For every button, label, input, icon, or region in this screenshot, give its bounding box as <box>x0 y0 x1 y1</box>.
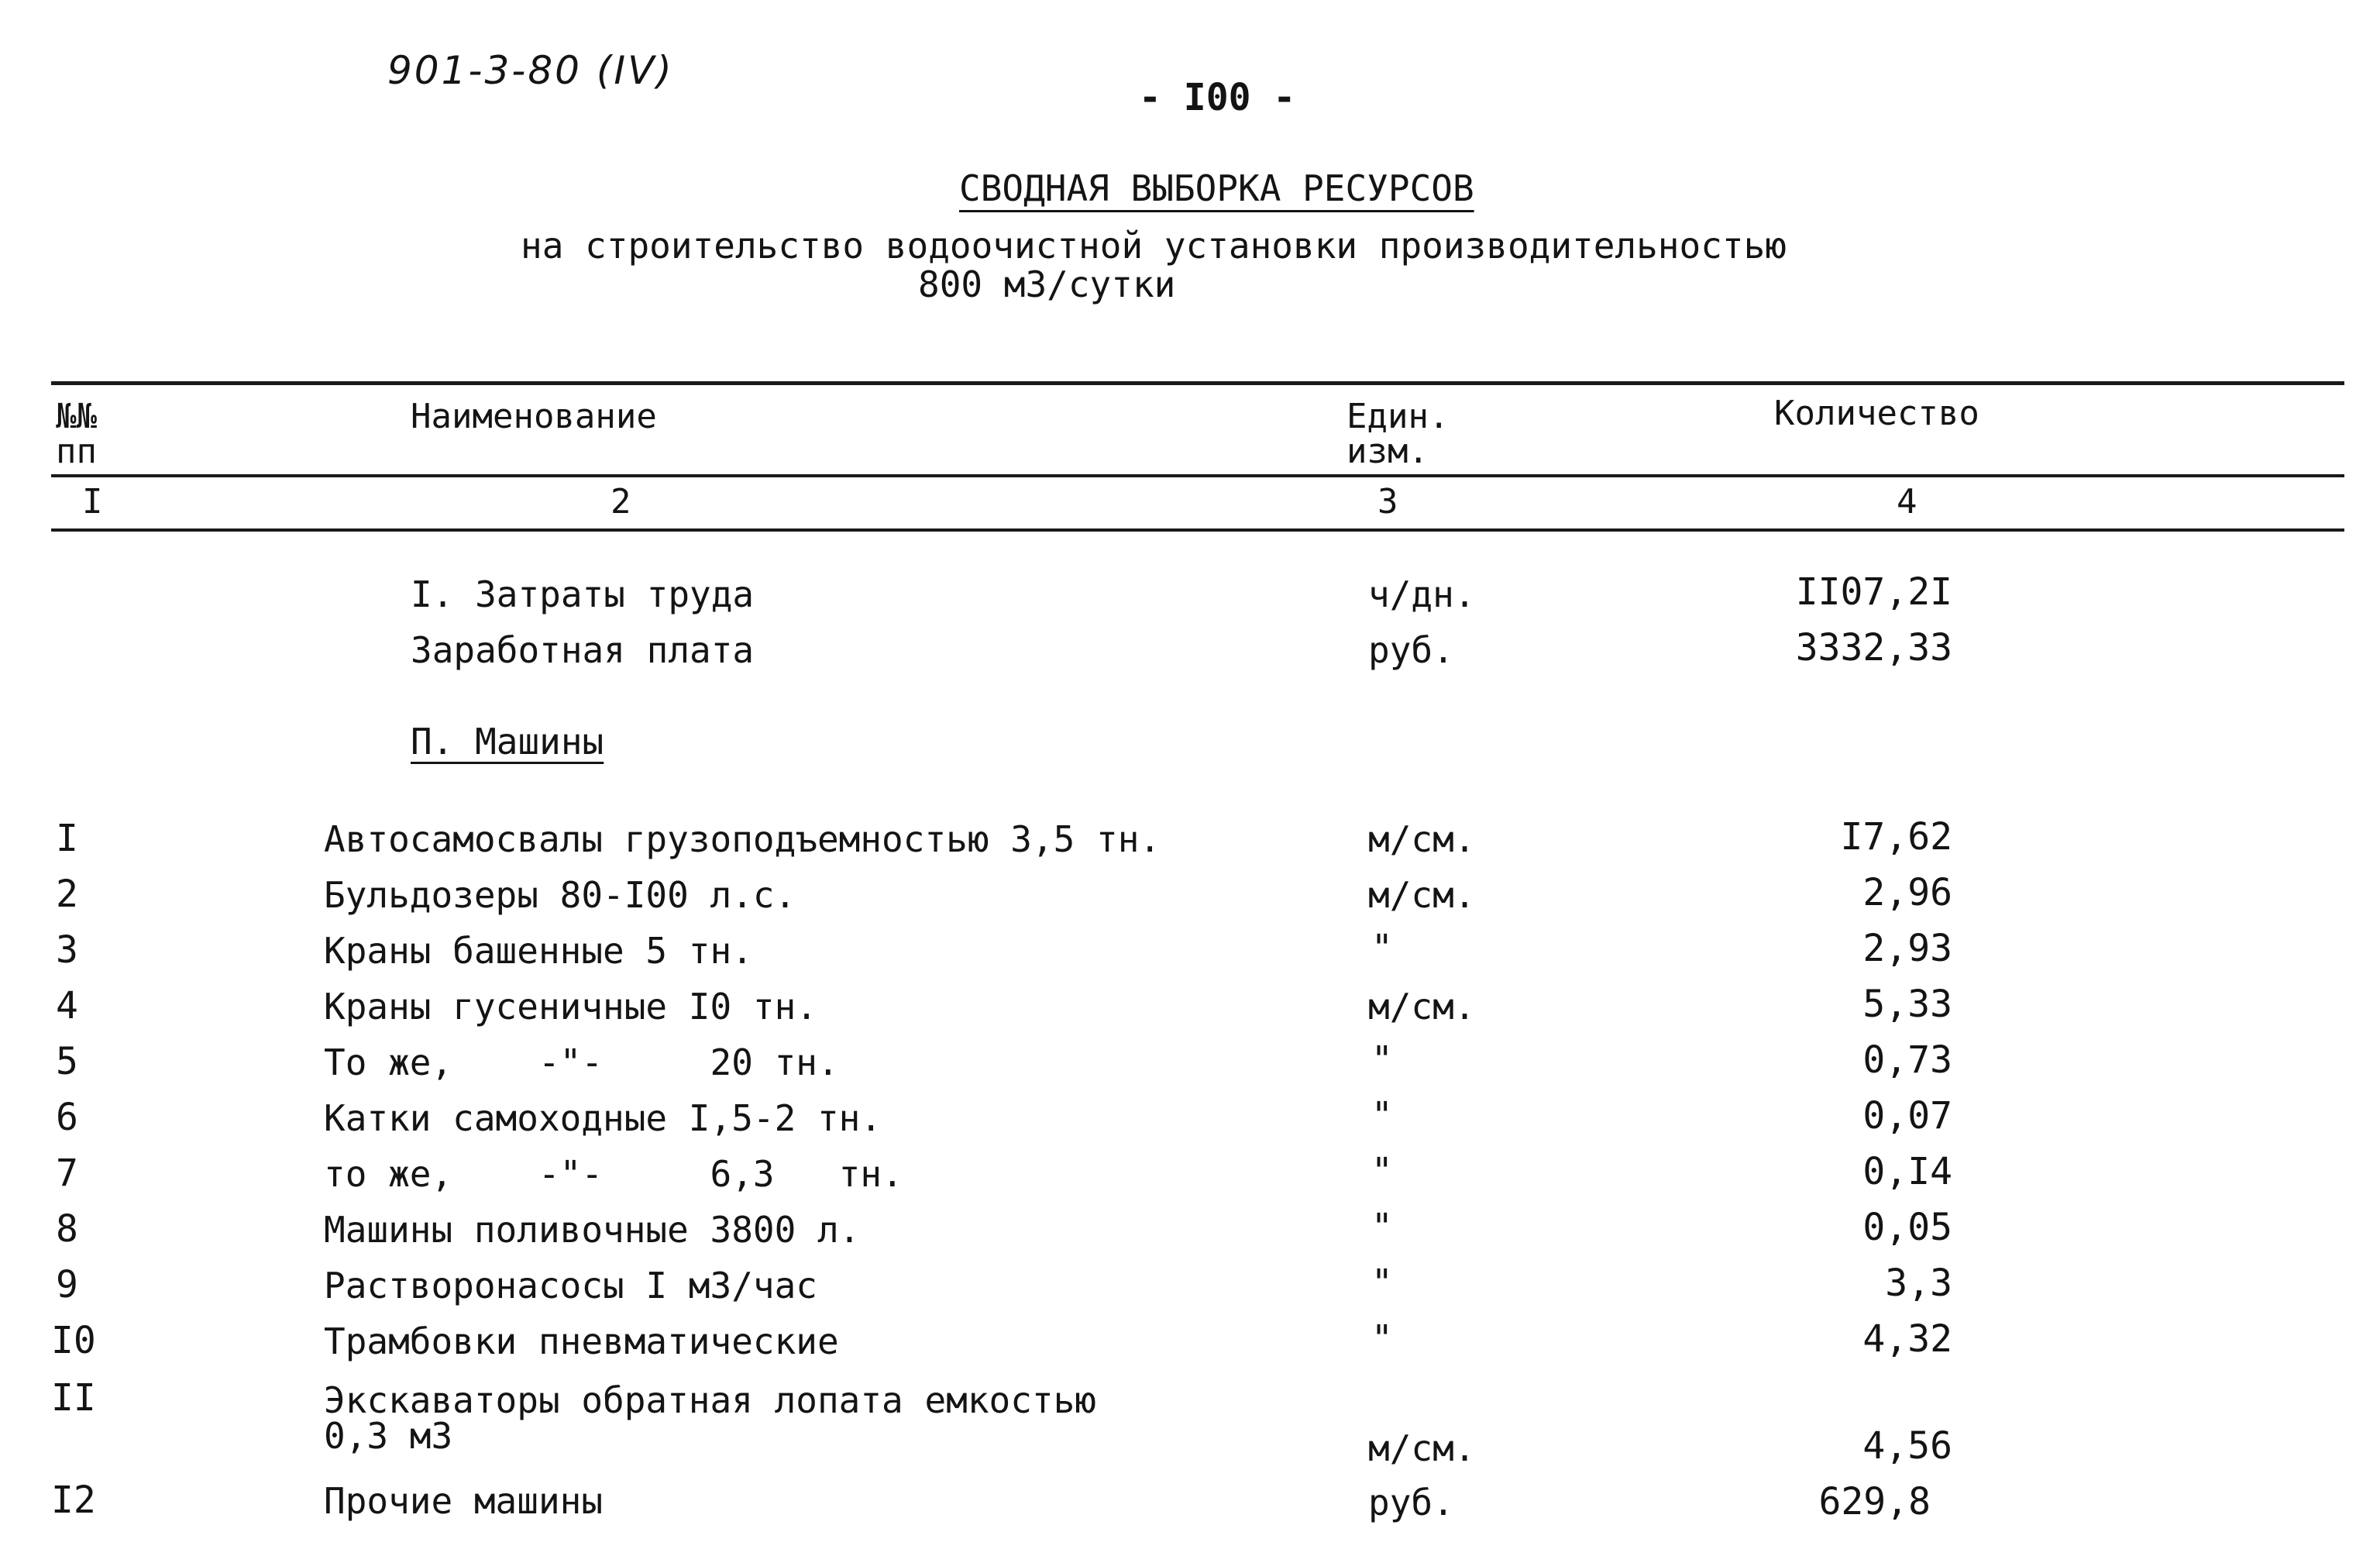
header-number-line2: пп <box>56 432 97 471</box>
row-unit: " <box>1371 1038 1393 1080</box>
row-name: То же, -"- 20 тн. <box>324 1041 839 1083</box>
row-number: II <box>51 1376 96 1420</box>
row-unit: " <box>1371 1094 1393 1136</box>
table-header-rule <box>51 474 2344 477</box>
row-quantity: 3,3 <box>1885 1262 1952 1305</box>
row-number: 8 <box>56 1207 78 1251</box>
row-quantity: 5,33 <box>1862 983 1952 1026</box>
column-number-3: 3 <box>1377 482 1398 522</box>
document-subtitle-line2: 800 м3/сутки <box>918 263 1176 305</box>
row-quantity: 0,I4 <box>1862 1150 1952 1193</box>
header-number-line1: №№ <box>56 397 97 436</box>
row-unit: " <box>1371 1206 1393 1248</box>
row-name: Трамбовки пневматические <box>324 1320 839 1362</box>
row-number: 6 <box>56 1096 78 1139</box>
row-number: I0 <box>51 1319 96 1362</box>
row-name: Автосамосвалы грузоподъемностью 3,5 тн. <box>324 818 1161 860</box>
section1-unit: ч/дн. <box>1368 573 1476 615</box>
row-unit: " <box>1371 1262 1393 1303</box>
row-number: 7 <box>56 1152 78 1195</box>
document-subtitle-line1: на строительство водоочистной установки производительностью <box>521 225 1787 267</box>
row-number: 9 <box>56 1263 78 1306</box>
row-name: Краны гусеничные I0 тн. <box>324 986 817 1028</box>
row-unit: м/см. <box>1368 874 1476 916</box>
row-number: 4 <box>56 984 78 1028</box>
row-quantity: 629,8 <box>1818 1480 1931 1523</box>
row-name: то же, -"- 6,3 тн. <box>324 1153 903 1195</box>
row-quantity: 0,73 <box>1862 1038 1952 1082</box>
table-top-rule <box>51 381 2344 385</box>
row-name-continued: 0,3 м3 <box>324 1415 453 1457</box>
row-quantity: 0,07 <box>1862 1094 1952 1138</box>
row-unit: м/см. <box>1368 986 1476 1028</box>
row-unit: м/см. <box>1368 1427 1476 1469</box>
page-number: - I00 - <box>1139 76 1296 119</box>
section1-title: I. Затраты труда <box>411 573 755 615</box>
section2-title: П. Машины <box>411 721 604 763</box>
column-number-2: 2 <box>610 482 631 522</box>
row-quantity: 0,05 <box>1862 1206 1952 1249</box>
row-number: 2 <box>56 873 78 916</box>
row-number: I <box>56 817 78 860</box>
row-name: Растворонасосы I м3/час <box>324 1265 817 1306</box>
row-name: Бульдозеры 80-I00 л.с. <box>324 874 796 916</box>
row-number: I2 <box>51 1479 96 1522</box>
table-colnum-rule <box>51 528 2344 532</box>
row-name: Катки самоходные I,5-2 тн. <box>324 1097 882 1139</box>
header-name: Наименование <box>411 397 657 436</box>
row-quantity: 2,93 <box>1862 927 1952 970</box>
row-quantity: 4,56 <box>1862 1424 1952 1468</box>
document-title: СВОДНАЯ ВЫБОРКА РЕСУРСОВ <box>959 167 1474 209</box>
document-code-handwritten: 901-3-80 (IV) <box>387 48 674 93</box>
header-quantity: Количество <box>1774 394 1979 433</box>
row-quantity: 4,32 <box>1862 1317 1952 1361</box>
row-unit: м/см. <box>1368 818 1476 860</box>
row-unit: " <box>1371 927 1393 969</box>
wages-label: Заработная плата <box>411 629 755 671</box>
section1-quantity: II07,2I <box>1795 570 1952 614</box>
row-unit: руб. <box>1368 1482 1454 1523</box>
column-number-4: 4 <box>1897 482 1917 522</box>
wages-unit: руб. <box>1368 629 1454 671</box>
row-unit: " <box>1371 1150 1393 1192</box>
row-name: Экскаваторы обратная лопата емкостью <box>324 1379 1096 1421</box>
row-name: Прочие машины <box>324 1480 604 1522</box>
row-unit: " <box>1371 1317 1393 1359</box>
row-number: 5 <box>56 1040 78 1083</box>
header-unit-line2: изм. <box>1346 432 1429 471</box>
column-number-1: I <box>82 482 103 522</box>
row-name: Машины поливочные 3800 л. <box>324 1209 861 1251</box>
header-unit-line1: Един. <box>1346 397 1450 436</box>
wages-quantity: 3332,33 <box>1795 626 1952 670</box>
row-name: Краны башенные 5 тн. <box>324 930 753 972</box>
row-number: 3 <box>56 928 78 972</box>
row-quantity: 2,96 <box>1862 871 1952 914</box>
row-quantity: I7,62 <box>1840 815 1952 859</box>
